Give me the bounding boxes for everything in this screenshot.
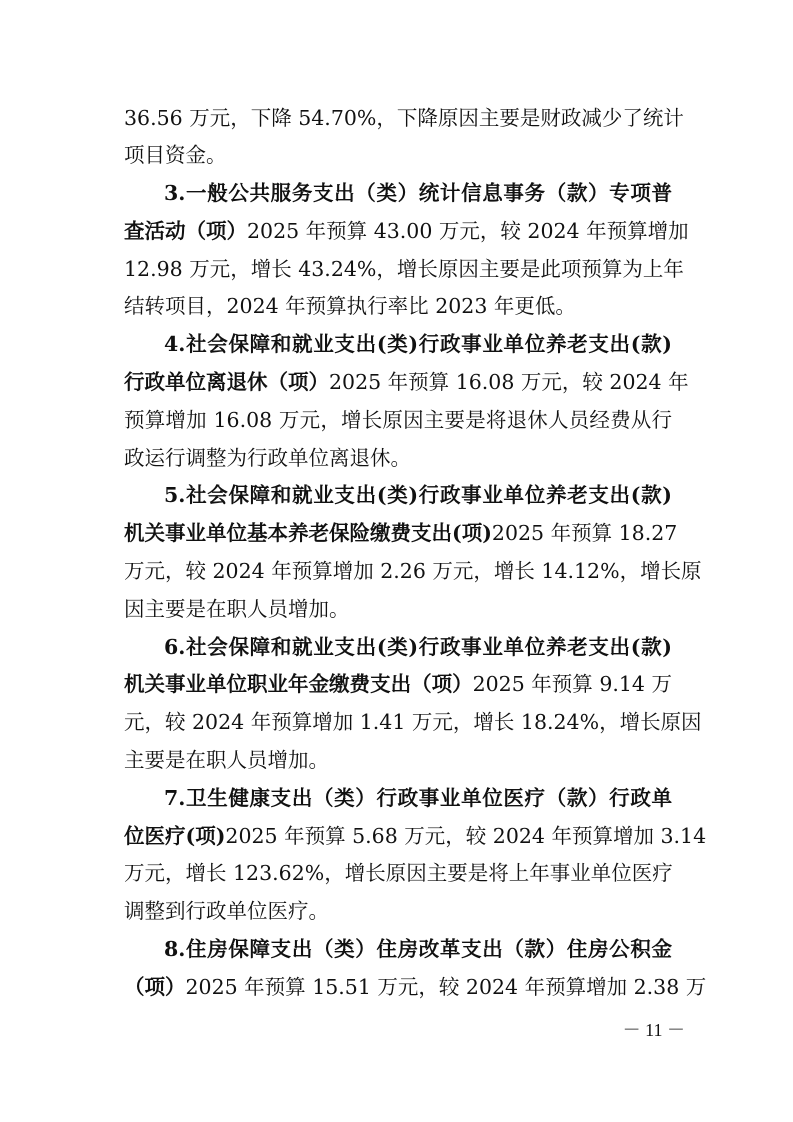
item-4-heading-cont: 行政单位离退休（项） xyxy=(124,370,329,394)
item-7-heading: 7.卫生健康支出（类）行政事业单位医疗（款）行政单 xyxy=(164,786,672,810)
item-4-heading: 4.社会保障和就业支出(类)行政事业单位养老支出(款) xyxy=(164,332,672,356)
item-3-heading: 3.一般公共服务支出（类）统计信息事务（款）专项普 xyxy=(164,181,672,205)
item-6-line-4: 主要是在职人员增加。 xyxy=(124,748,329,772)
item-7-text: 2025 年预算 5.68 万元，较 2024 年预算增加 3.14 xyxy=(225,824,707,848)
item-7-line-4: 调整到行政单位医疗。 xyxy=(124,899,329,923)
item-7-heading-cont: 位医疗(项) xyxy=(124,824,226,848)
item-6-text: 2025 年预算 9.14 万 xyxy=(472,672,672,696)
item-5-line-2 xyxy=(124,518,678,548)
item-6-line-3: 元，较 2024 年预算增加 1.41 万元，增长 18.24%，增长原因 xyxy=(124,710,702,734)
item-4-line-4: 政运行调整为行政单位离退休。 xyxy=(124,446,411,470)
item-8-text: 2025 年预算 15.51 万元，较 2024 年预算增加 2.38 万 xyxy=(185,975,707,999)
item-5-line-4: 因主要是在职人员增加。 xyxy=(124,597,350,621)
item-3-line-4: 结转项目，2024 年预算执行率比 2023 年更低。 xyxy=(124,294,576,318)
item-8-heading-cont: （项） xyxy=(124,975,186,999)
item-3-text: 2025 年预算 43.00 万元，较 2024 年预算增加 xyxy=(247,219,689,243)
item-7-line-3: 万元，增长 123.62%，增长原因主要是将上年事业单位医疗 xyxy=(124,861,673,885)
item-4-line-3: 预算增加 16.08 万元，增长原因主要是将退休人员经费从行 xyxy=(124,408,672,432)
item-6-heading-cont: 机关事业单位职业年金缴费支出（项） xyxy=(124,672,473,696)
item-5-text: 2025 年预算 18.27 xyxy=(491,521,678,545)
item-3-line-3: 12.98 万元，增长 43.24%，增长原因主要是此项预算为上年 xyxy=(124,257,684,281)
item-4-text: 2025 年预算 16.08 万元，较 2024 年 xyxy=(329,370,689,394)
item-3-heading-cont: 查活动（项） xyxy=(124,219,247,243)
paragraph-line: 项目资金。 xyxy=(124,143,227,167)
item-5-line-3: 万元，较 2024 年预算增加 2.26 万元，增长 14.12%，增长原 xyxy=(124,559,702,583)
item-3-line-2 xyxy=(124,216,689,246)
item-8-heading: 8.住房保障支出（类）住房改革支出（款）住房公积金 xyxy=(164,937,672,961)
item-7-line-2 xyxy=(124,821,707,851)
item-4-line-2 xyxy=(124,367,689,397)
item-5-heading-cont: 机关事业单位基本养老保险缴费支出(项) xyxy=(124,521,492,545)
item-6-heading: 6.社会保障和就业支出(类)行政事业单位养老支出(款) xyxy=(164,635,672,659)
page-number: － 11 － xyxy=(622,1020,685,1040)
paragraph-line: 36.56 万元，下降 54.70%，下降原因主要是财政减少了统计 xyxy=(124,106,684,130)
item-5-heading: 5.社会保障和就业支出(类)行政事业单位养老支出(款) xyxy=(164,483,672,507)
item-8-line-2 xyxy=(124,972,707,1002)
item-6-line-2 xyxy=(124,669,672,699)
